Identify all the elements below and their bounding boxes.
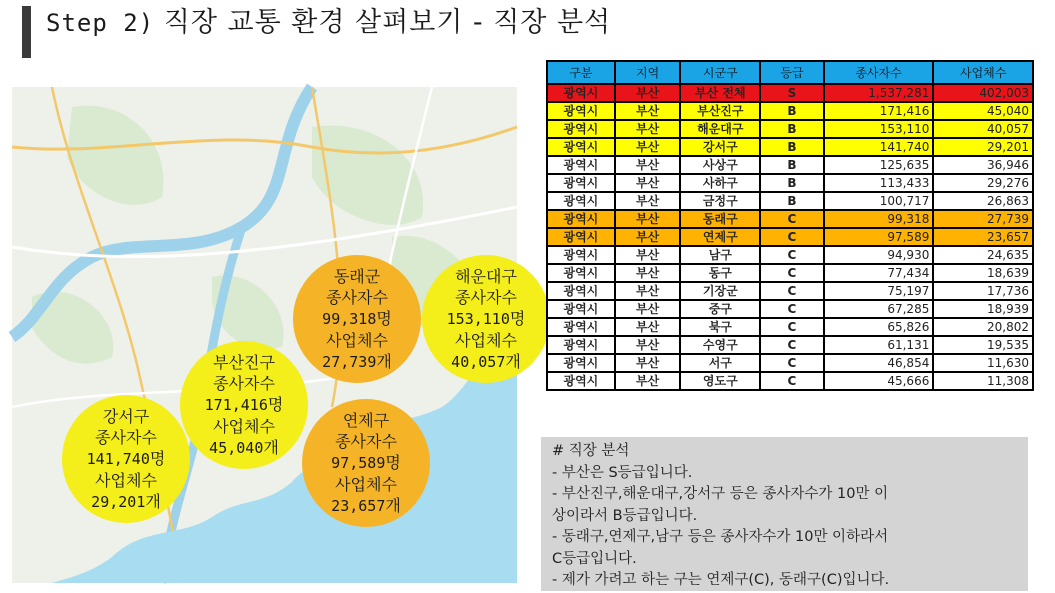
bubble-biz-unit: 개 bbox=[505, 351, 521, 371]
cell-type: 광역시 bbox=[547, 138, 615, 156]
cell-grade: C bbox=[760, 354, 824, 372]
cell-district: 북구 bbox=[680, 318, 760, 336]
cell-district: 동구 bbox=[680, 264, 760, 282]
table-row bbox=[547, 300, 1033, 318]
bubble-biz-value: 23,657 bbox=[331, 496, 386, 515]
table-row bbox=[547, 138, 1033, 156]
cell-type: 광역시 bbox=[547, 102, 615, 120]
cell-workers: 113,433 bbox=[824, 174, 934, 192]
cell-type: 광역시 bbox=[547, 156, 615, 174]
cell-region: 부산 bbox=[615, 300, 681, 318]
cell-workers: 100,717 bbox=[824, 192, 934, 210]
cell-grade: C bbox=[760, 372, 824, 390]
bubble-workers-unit: 명 bbox=[385, 452, 401, 472]
cell-grade: B bbox=[760, 174, 824, 192]
note-line: 상이라서 B등급입니다. bbox=[552, 507, 698, 524]
cell-region: 부산 bbox=[615, 210, 681, 228]
bubble-workers-value: 153,110 bbox=[446, 309, 510, 328]
table-body bbox=[547, 84, 1033, 390]
cell-region: 부산 bbox=[615, 318, 681, 336]
note-line: # 직장 분석 bbox=[552, 443, 630, 459]
cell-region: 부산 bbox=[615, 174, 681, 192]
table-row bbox=[547, 318, 1033, 336]
cell-biz: 11,308 bbox=[933, 372, 1033, 390]
cell-district: 서구 bbox=[680, 354, 760, 372]
bubble-biz-value: 27,739 bbox=[322, 352, 377, 371]
cell-biz: 40,057 bbox=[933, 120, 1033, 138]
bubble-workers-unit: 명 bbox=[509, 308, 526, 328]
cell-type: 광역시 bbox=[547, 336, 615, 354]
cell-region: 부산 bbox=[615, 192, 681, 210]
bubble-biz-label: 사업체수 bbox=[213, 416, 275, 436]
bubble-name: 연제구 bbox=[342, 410, 390, 430]
cell-type: 광역시 bbox=[547, 228, 615, 246]
header-grade: 등급 bbox=[760, 61, 824, 84]
cell-workers: 1,537,281 bbox=[824, 84, 934, 102]
cell-region: 부산 bbox=[615, 282, 681, 300]
bubble-biz-label: 사업체수 bbox=[335, 474, 397, 494]
cell-workers: 97,589 bbox=[824, 228, 934, 246]
cell-biz: 26,863 bbox=[933, 192, 1033, 210]
cell-grade: C bbox=[760, 210, 824, 228]
cell-district: 영도구 bbox=[680, 372, 760, 390]
cell-workers: 171,416 bbox=[824, 102, 934, 120]
note-line: - 부산진구,해운대구,강서구 등은 종사자수가 10만 이 bbox=[552, 486, 889, 502]
note-line: - 동래구,연제구,남구 등은 종사자수가 10만 이하라서 bbox=[552, 529, 889, 545]
bubble-workers-label: 종사자수 bbox=[326, 287, 388, 307]
analysis-notes bbox=[541, 437, 1028, 591]
busan-map bbox=[12, 87, 526, 583]
note-line: - 제가 가려고 하는 구는 연제구(C), 동래구(C)입니다. bbox=[552, 572, 890, 588]
bubble-workers-value: 99,318 bbox=[322, 309, 377, 328]
table-row bbox=[547, 336, 1033, 354]
cell-type: 광역시 bbox=[547, 84, 615, 102]
cell-grade: B bbox=[760, 192, 824, 210]
table-row bbox=[547, 102, 1033, 120]
cell-grade: B bbox=[760, 102, 824, 120]
cell-workers: 141,740 bbox=[824, 138, 934, 156]
bubble-workers-label: 종사자수 bbox=[335, 431, 397, 451]
cell-type: 광역시 bbox=[547, 210, 615, 228]
table-header-row bbox=[547, 61, 1033, 84]
cell-grade: S bbox=[760, 84, 824, 102]
cell-type: 광역시 bbox=[547, 318, 615, 336]
bubble-biz-label: 사업체수 bbox=[326, 330, 388, 350]
cell-region: 부산 bbox=[615, 228, 681, 246]
cell-grade: C bbox=[760, 228, 824, 246]
cell-biz: 17,736 bbox=[933, 282, 1033, 300]
bubble-biz-value: 40,057 bbox=[451, 352, 506, 371]
bubble-workers-unit: 명 bbox=[149, 448, 166, 468]
cell-type: 광역시 bbox=[547, 174, 615, 192]
bubble-workers-label: 종사자수 bbox=[95, 427, 157, 447]
cell-type: 광역시 bbox=[547, 354, 615, 372]
table-row bbox=[547, 174, 1033, 192]
cell-workers: 153,110 bbox=[824, 120, 934, 138]
cell-region: 부산 bbox=[615, 120, 681, 138]
note-line: - 부산은 S등급입니다. bbox=[552, 464, 693, 481]
bubble-workers-value: 171,416 bbox=[204, 395, 268, 414]
title-text: 직장 교통 환경 살펴보기 - 직장 분석 bbox=[163, 7, 612, 38]
header-workers: 종사자수 bbox=[824, 61, 934, 84]
cell-grade: C bbox=[760, 300, 824, 318]
cell-type: 광역시 bbox=[547, 372, 615, 390]
cell-biz: 36,946 bbox=[933, 156, 1033, 174]
cell-district: 해운대구 bbox=[680, 120, 760, 138]
header-type: 구분 bbox=[547, 61, 615, 84]
cell-biz: 29,276 bbox=[933, 174, 1033, 192]
cell-type: 광역시 bbox=[547, 192, 615, 210]
cell-region: 부산 bbox=[615, 84, 681, 102]
header-biz: 사업체수 bbox=[933, 61, 1033, 84]
cell-district: 사상구 bbox=[680, 156, 760, 174]
bubble-yeonje bbox=[302, 399, 430, 527]
bubble-biz-unit: 개 bbox=[145, 491, 161, 511]
cell-district: 동래구 bbox=[680, 210, 760, 228]
bubble-workers-value: 97,589 bbox=[331, 453, 386, 472]
cell-district: 기장군 bbox=[680, 282, 760, 300]
bubble-biz-unit: 개 bbox=[263, 437, 279, 457]
table-row bbox=[547, 192, 1033, 210]
cell-grade: C bbox=[760, 336, 824, 354]
bubble-dongnae bbox=[293, 255, 421, 383]
cell-grade: B bbox=[760, 156, 824, 174]
cell-biz: 20,802 bbox=[933, 318, 1033, 336]
page-title bbox=[46, 6, 686, 40]
cell-district: 연제구 bbox=[680, 228, 760, 246]
bubble-workers-unit: 명 bbox=[267, 394, 284, 414]
bubble-workers-label: 종사자수 bbox=[213, 373, 275, 393]
bubble-workers-value: 141,740 bbox=[86, 449, 150, 468]
table-row bbox=[547, 282, 1033, 300]
cell-district: 부산 전체 bbox=[680, 84, 760, 102]
header-district: 시군구 bbox=[680, 61, 760, 84]
cell-district: 수영구 bbox=[680, 336, 760, 354]
cell-biz: 18,939 bbox=[933, 300, 1033, 318]
table-row bbox=[547, 354, 1033, 372]
cell-grade: C bbox=[760, 246, 824, 264]
cell-type: 광역시 bbox=[547, 120, 615, 138]
cell-region: 부산 bbox=[615, 336, 681, 354]
table-row bbox=[547, 246, 1033, 264]
cell-workers: 125,635 bbox=[824, 156, 934, 174]
cell-district: 사하구 bbox=[680, 174, 760, 192]
cell-biz: 18,639 bbox=[933, 264, 1033, 282]
cell-biz: 24,635 bbox=[933, 246, 1033, 264]
cell-region: 부산 bbox=[615, 138, 681, 156]
bubble-name: 동래군 bbox=[333, 266, 381, 286]
cell-district: 금정구 bbox=[680, 192, 760, 210]
cell-biz: 29,201 bbox=[933, 138, 1033, 156]
cell-region: 부산 bbox=[615, 102, 681, 120]
cell-workers: 77,434 bbox=[824, 264, 934, 282]
note-line: C등급입니다. bbox=[552, 550, 637, 567]
bubble-biz-unit: 개 bbox=[376, 351, 392, 371]
cell-type: 광역시 bbox=[547, 264, 615, 282]
cell-grade: C bbox=[760, 318, 824, 336]
bubble-name: 강서구 bbox=[102, 406, 150, 426]
table-row bbox=[547, 264, 1033, 282]
table-row bbox=[547, 156, 1033, 174]
bubble-biz-value: 29,201 bbox=[91, 492, 146, 511]
cell-biz: 19,535 bbox=[933, 336, 1033, 354]
cell-grade: B bbox=[760, 138, 824, 156]
table-row bbox=[547, 228, 1033, 246]
title-step: Step 2) bbox=[46, 9, 155, 37]
cell-biz: 11,630 bbox=[933, 354, 1033, 372]
bubble-biz-value: 45,040 bbox=[209, 438, 264, 457]
title-accent-bar bbox=[22, 6, 31, 58]
cell-workers: 75,197 bbox=[824, 282, 934, 300]
cell-workers: 45,666 bbox=[824, 372, 934, 390]
bubble-biz-unit: 개 bbox=[385, 495, 401, 515]
cell-workers: 94,930 bbox=[824, 246, 934, 264]
cell-grade: C bbox=[760, 264, 824, 282]
table-row bbox=[547, 120, 1033, 138]
cell-district: 강서구 bbox=[680, 138, 760, 156]
cell-region: 부산 bbox=[615, 246, 681, 264]
cell-region: 부산 bbox=[615, 372, 681, 390]
bubble-biz-label: 사업체수 bbox=[95, 470, 157, 490]
bubble-workers-label: 종사자수 bbox=[455, 287, 517, 307]
bubble-busanjin bbox=[180, 341, 308, 469]
cell-biz: 45,040 bbox=[933, 102, 1033, 120]
cell-region: 부산 bbox=[615, 156, 681, 174]
header-region: 지역 bbox=[615, 61, 681, 84]
cell-biz: 27,739 bbox=[933, 210, 1033, 228]
bubble-haeundae bbox=[422, 255, 550, 383]
cell-workers: 67,285 bbox=[824, 300, 934, 318]
table-row bbox=[547, 84, 1033, 102]
cell-grade: C bbox=[760, 282, 824, 300]
bubble-gangseo bbox=[62, 395, 190, 523]
bubble-workers-unit: 명 bbox=[376, 308, 392, 328]
cell-grade: B bbox=[760, 120, 824, 138]
cell-type: 광역시 bbox=[547, 282, 615, 300]
bubble-biz-label: 사업체수 bbox=[455, 330, 517, 350]
cell-region: 부산 bbox=[615, 264, 681, 282]
cell-district: 중구 bbox=[680, 300, 760, 318]
cell-workers: 99,318 bbox=[824, 210, 934, 228]
table-row bbox=[547, 210, 1033, 228]
bubble-name: 부산진구 bbox=[213, 352, 275, 372]
cell-biz: 402,003 bbox=[933, 84, 1033, 102]
cell-district: 부산진구 bbox=[680, 102, 760, 120]
cell-workers: 46,854 bbox=[824, 354, 934, 372]
cell-biz: 23,657 bbox=[933, 228, 1033, 246]
cell-workers: 65,826 bbox=[824, 318, 934, 336]
cell-type: 광역시 bbox=[547, 300, 615, 318]
cell-workers: 61,131 bbox=[824, 336, 934, 354]
cell-type: 광역시 bbox=[547, 246, 615, 264]
table-row bbox=[547, 372, 1033, 390]
bubble-name: 해운대구 bbox=[455, 266, 517, 286]
cell-region: 부산 bbox=[615, 354, 681, 372]
workplace-stats-table bbox=[546, 60, 1034, 391]
cell-district: 남구 bbox=[680, 246, 760, 264]
